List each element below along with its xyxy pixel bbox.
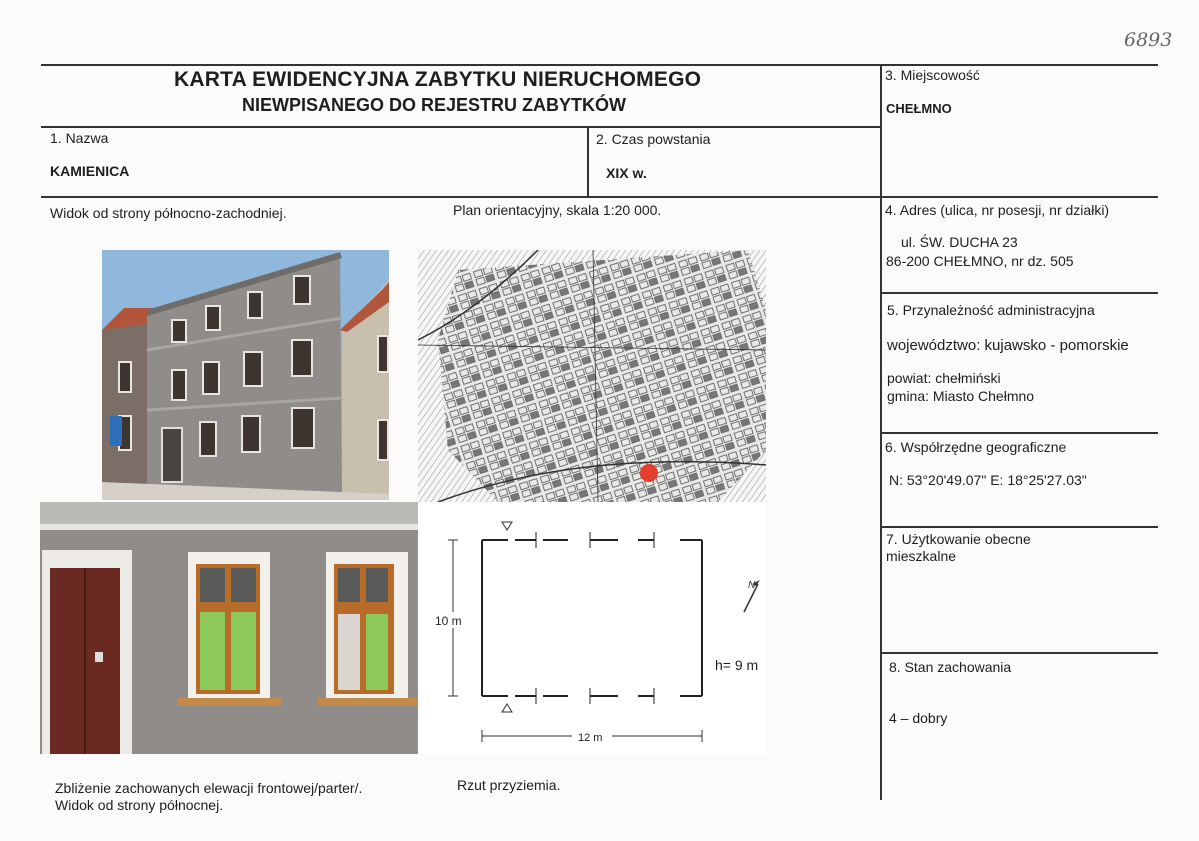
- stan-label: 8. Stan zachowania: [889, 659, 1012, 675]
- ground-floor-photo: [40, 502, 418, 754]
- nazwa-value: KAMIENICA: [50, 163, 130, 179]
- divider-5-6: [881, 432, 1158, 434]
- divider-7-8: [881, 652, 1158, 654]
- uzytkowanie-value: mieszkalne: [886, 548, 957, 564]
- wspolrzedne-label: 6. Współrzędne geograficzne: [885, 439, 1067, 455]
- stan-value: 4 – dobry: [889, 710, 948, 726]
- czas-value: XIX w.: [606, 165, 647, 181]
- miejscowosc-value: CHEŁMNO: [886, 101, 952, 116]
- gmina-value: gmina: Miasto Chełmno: [887, 388, 1035, 404]
- czas-label: 2. Czas powstania: [596, 131, 711, 147]
- title-bottom-line: [41, 126, 881, 128]
- powiat-value: powiat: chełmiński: [887, 370, 1001, 386]
- photo-bottom-caption-line1: Zbliżenie zachowanych elewacji frontowej/parter/.: [55, 780, 363, 796]
- przynaleznosc-label: 5. Przynależność administracyjna: [887, 302, 1095, 318]
- plan-height-dimension: 10 m: [435, 614, 462, 628]
- facade-photo: [102, 250, 389, 500]
- divider-6-7: [881, 526, 1158, 528]
- plan-width-dimension: 12 m: [578, 732, 603, 744]
- frame-top-line: [41, 64, 1158, 66]
- orientation-map: [418, 250, 766, 502]
- wojewodztwo-value: województwo: kujawsko - pomorskie: [887, 337, 1129, 354]
- uzytkowanie-label: 7. Użytkowanie obecne: [886, 531, 1031, 547]
- miejscowosc-label: 3. Miejscowość: [885, 67, 980, 83]
- fields-bottom-line: [41, 196, 1158, 198]
- plan-building-height: h= 9 m: [715, 657, 759, 673]
- adres-label: 4. Adres (ulica, nr posesji, nr działki): [885, 202, 1110, 218]
- photo-bottom-caption-line2: Widok od strony północnej.: [55, 797, 224, 813]
- photo-top-caption: Widok od strony północno-zachodniej.: [50, 205, 287, 221]
- plan-caption: Rzut przyziemia.: [457, 777, 561, 793]
- adres-line2: 86-200 CHEŁMNO, nr dz. 505: [886, 253, 1074, 269]
- document-title: KARTA EWIDENCYJNA ZABYTKU NIERUCHOMEGO: [174, 68, 702, 91]
- adres-line1: ul. ŚW. DUCHA 23: [901, 234, 1018, 250]
- divider-4-5: [881, 292, 1158, 294]
- floor-plan: [418, 502, 766, 754]
- nazwa-label: 1. Nazwa: [50, 130, 109, 146]
- name-time-divider: [587, 127, 589, 197]
- north-label: N: [748, 580, 756, 591]
- wspolrzedne-value: N: 53°20'49.07" E: 18°25'27.03": [889, 472, 1087, 488]
- archive-number: 6893: [1124, 29, 1173, 51]
- document-subtitle: NIEWPISANEGO DO REJESTRU ZABYTKÓW: [242, 95, 627, 115]
- map-caption: Plan orientacyjny, skala 1:20 000.: [453, 202, 662, 218]
